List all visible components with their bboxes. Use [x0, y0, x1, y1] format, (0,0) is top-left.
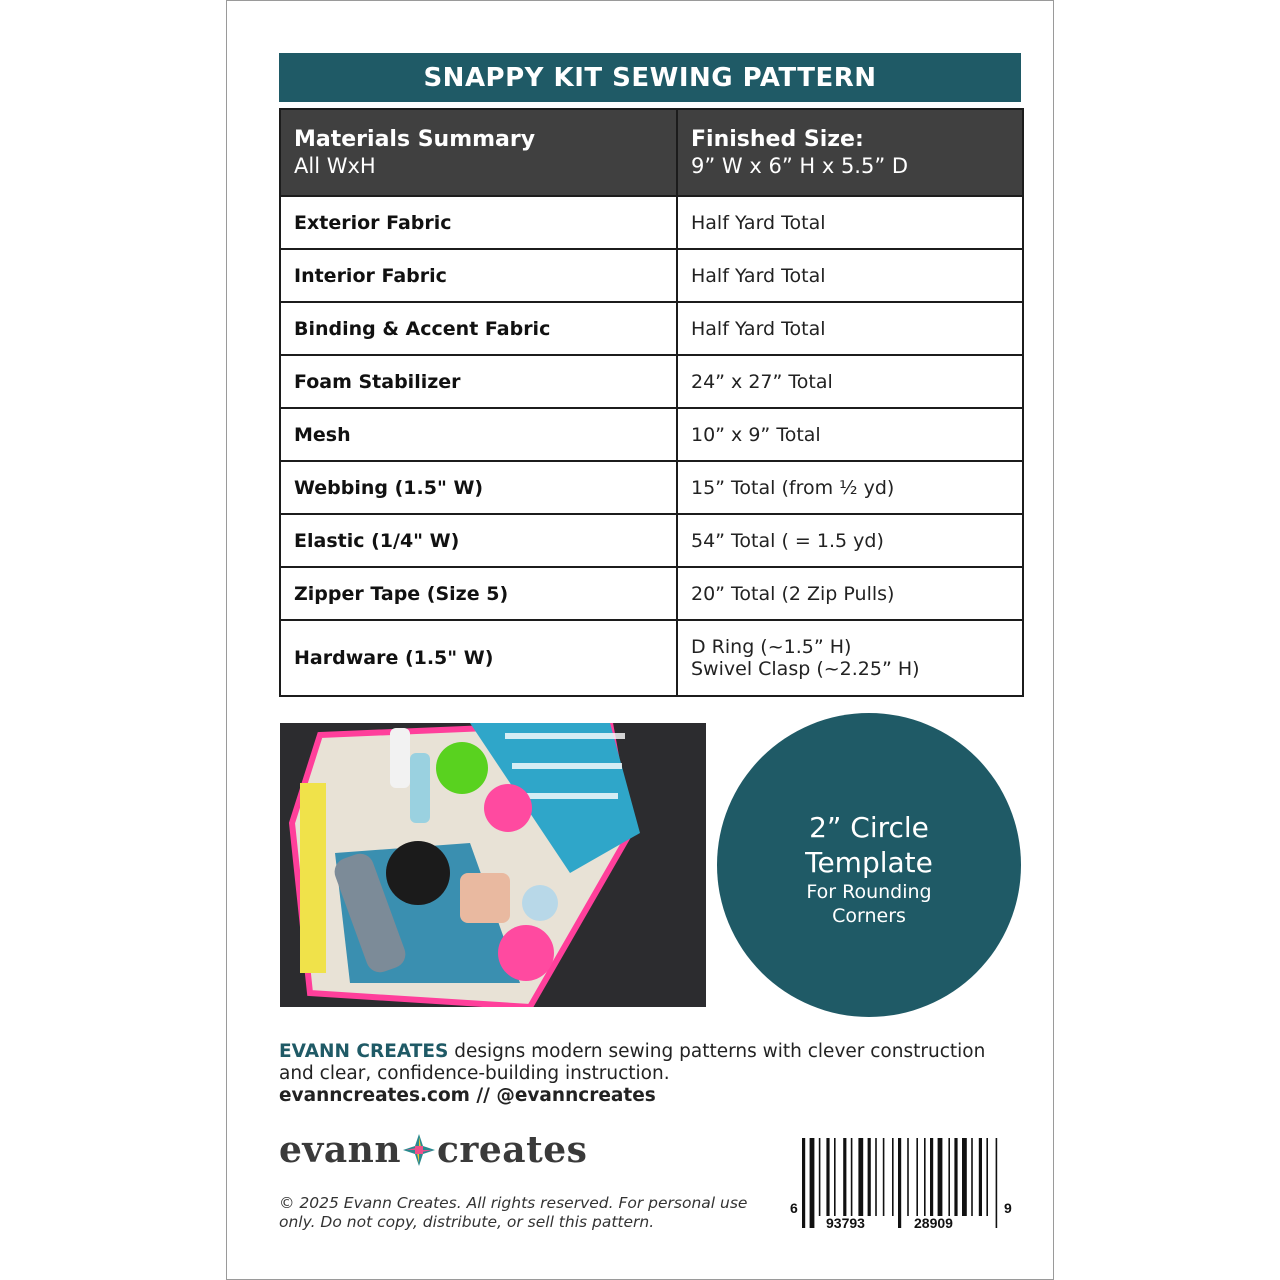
table-row: [280, 302, 1023, 355]
barcode-bar: [986, 1138, 988, 1216]
product-photo-illustration: [280, 723, 706, 1007]
material-amount: Half Yard Total: [677, 249, 1023, 302]
barcode-bar: [819, 1138, 821, 1216]
material-amount: 24” x 27” Total: [677, 355, 1023, 408]
circle-template: [717, 713, 1021, 1017]
materials-summary-subtitle: All WxH: [294, 153, 376, 178]
table-row: [280, 355, 1023, 408]
table-row: [280, 249, 1023, 302]
barcode-bar: [924, 1138, 926, 1216]
copyright-notice: © 2025 Evann Creates. All rights reserved. For personal use only. Do not copy, distribute, or sell this pattern.: [279, 1194, 748, 1231]
circle-template-line: Template: [805, 846, 933, 879]
logo-word-left: evann: [279, 1129, 401, 1171]
barcode-bar: [851, 1138, 853, 1216]
materials-table: [279, 108, 1024, 697]
material-name: Hardware (1.5" W): [280, 620, 677, 696]
website-and-handle: evanncreates.com // @evanncreates: [279, 1085, 656, 1106]
material-amount-line: Swivel Clasp (~2.25” H): [691, 658, 920, 680]
barcode-bar: [930, 1138, 933, 1216]
quilt-star-icon: [402, 1133, 436, 1167]
pattern-title: SNAPPY KIT SEWING PATTERN: [279, 53, 1021, 102]
barcode-bar: [907, 1138, 909, 1216]
material-amount: Half Yard Total: [677, 196, 1023, 249]
table-row: [280, 196, 1023, 249]
finished-size-value: 9” W x 6” H x 5.5” D: [691, 153, 909, 178]
materials-summary-header: [280, 109, 677, 196]
brand-name: EVANN CREATES: [279, 1041, 449, 1062]
material-amount: Half Yard Total: [677, 302, 1023, 355]
barcode-bar: [826, 1138, 829, 1216]
barcode-bar: [938, 1138, 943, 1216]
material-amount: 10” x 9” Total: [677, 408, 1023, 461]
material-name: Binding & Accent Fabric: [280, 302, 677, 355]
material-amount: 15” Total (from ½ yd): [677, 461, 1023, 514]
circle-template-line: Corners: [832, 905, 906, 927]
barcode-bar: [898, 1138, 901, 1228]
barcode: [786, 1136, 1026, 1236]
barcode-first-digit: 6: [790, 1200, 798, 1216]
barcode-bar: [954, 1138, 957, 1216]
product-photo: [280, 723, 706, 1007]
finished-size-header: [677, 109, 1023, 196]
barcode-bar: [875, 1138, 877, 1216]
about-text: [279, 1041, 1019, 1107]
barcode-last-digit: 9: [1004, 1200, 1012, 1216]
barcode-bar: [868, 1138, 871, 1216]
material-name: Interior Fabric: [280, 249, 677, 302]
table-row: [280, 620, 1023, 696]
barcode-bar: [810, 1138, 815, 1228]
table-row: [280, 461, 1023, 514]
finished-size-title: Finished Size:: [691, 126, 864, 152]
about-description: designs modern sewing patterns with clever construction and clear, confidence-building instruction.: [279, 1041, 986, 1084]
barcode-bar: [858, 1138, 863, 1216]
table-header-row: [280, 109, 1023, 196]
barcode-bar: [916, 1138, 918, 1216]
barcode-bar: [883, 1138, 885, 1216]
barcode-bar: [834, 1138, 836, 1216]
barcode-group-1: 93793: [826, 1215, 865, 1231]
material-amount: 54” Total ( = 1.5 yd): [677, 514, 1023, 567]
materials-summary-title: Materials Summary: [294, 126, 536, 152]
barcode-bar: [962, 1138, 967, 1216]
barcode-bar: [892, 1138, 894, 1216]
barcode-bar: [996, 1138, 998, 1228]
barcode-bar: [948, 1138, 950, 1216]
brand-logo: [279, 1128, 587, 1172]
table-row: [280, 567, 1023, 620]
circle-template-line: For Rounding: [806, 881, 932, 903]
material-amount: [677, 620, 1023, 696]
material-name: Webbing (1.5" W): [280, 461, 677, 514]
material-amount-line: D Ring (~1.5” H): [691, 636, 852, 658]
barcode-group-2: 28909: [914, 1215, 953, 1231]
circle-template-line: 2” Circle: [809, 811, 929, 844]
material-name: Mesh: [280, 408, 677, 461]
barcode-bar: [843, 1138, 846, 1216]
table-row: [280, 408, 1023, 461]
barcode-bar: [971, 1138, 973, 1216]
material-name: Zipper Tape (Size 5): [280, 567, 677, 620]
barcode-bar: [802, 1138, 805, 1228]
material-amount: 20” Total (2 Zip Pulls): [677, 567, 1023, 620]
barcode-bar: [979, 1138, 982, 1216]
material-name: Exterior Fabric: [280, 196, 677, 249]
material-name: Foam Stabilizer: [280, 355, 677, 408]
material-name: Elastic (1/4" W): [280, 514, 677, 567]
logo-word-right: creates: [437, 1129, 588, 1171]
table-row: [280, 514, 1023, 567]
